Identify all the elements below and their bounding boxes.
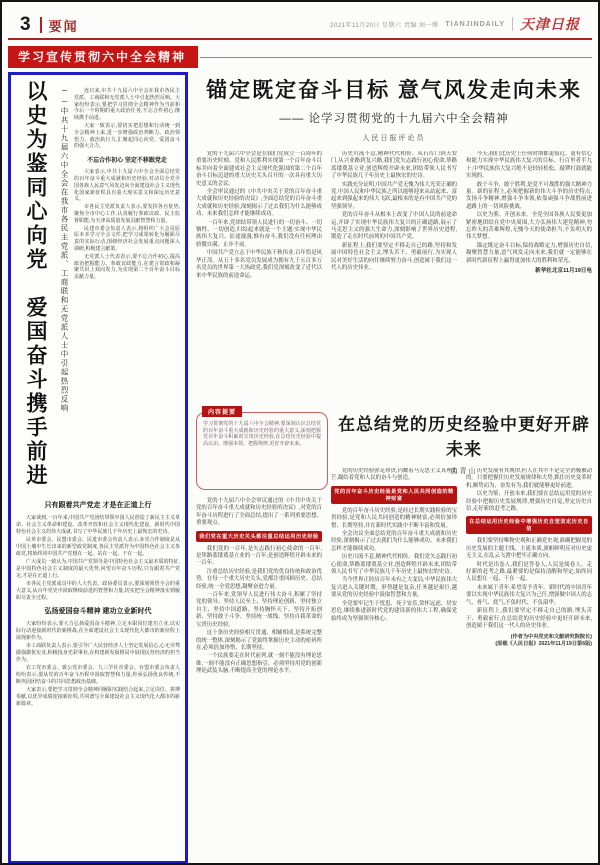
summary-box [196,410,328,490]
section-subhead-band-1: 我们党在重大历史关头都注重总结运用历史经验 [196,531,322,542]
campaign-banner: 学习宣传贯彻六中全会精神 [8,46,198,68]
left-article-bottom [16,496,180,857]
section-subhead-band-3: 在总结运用历史经验中增强历史自觉坚定历史自信 [466,516,592,534]
left-article-intro: 连日来,中共十九届六中全会在我市各民主党派、工商联和无党派人士中引起热烈反响。大家纷纷表示,要把学习贯彻全会精神作为当前和今后一个时期的重大政治任务,不忘合作初心,继续携手前进。 大家一致表示,要切实把思想和行动统一到全会精神上来,进一步增强政治判断力、政治领悟力、政治执行力,汇聚起同心向党、爱国奋斗的强大合力。 [74,88,180,150]
left-article-subhead-1: 不忘合作初心 坚定不移跟党走 [87,158,167,165]
masthead-english: TIANJINDAILY [445,20,505,28]
lead-article-column-3-text: 今天,我们比历史上任何时期都更接近、更有信心和能力实现中华民族伟大复兴的目标。行百里者半九十,中华民族伟大复兴绝不是轻轻松松、敲锣打鼓就能实现的。 敢于斗争、敢于胜利,是党不可战胜的强大精神力量。新的征程上,必须把握新的伟大斗争的历史特点,发扬斗争精神,增强斗争本领,依靠顽强斗争战胜前进道路上的一切风险挑战。 以史为鉴、开创未来。全党全国各族人民要更加紧密地团结在党中央周围,大力弘扬伟大建党精神,勿忘昨天的苦难辉煌,无愧今天的使命担当,不负明天的伟大梦想。 锚定既定奋斗目标,保持战略定力,增强历史自信,凝聚智慧力量,意气风发走向未来,我们就一定能够在新时代新征程上赢得更加伟大的胜利和荣光。 [466,151,592,264]
section-subhead-band-2: 党的百年奋斗历史经验是党和人民共同创造的精神财富 [331,486,457,504]
author-footnote-line-1: (作者为中央党史和文献研究院院长) [510,634,592,641]
lead-article-headline: 锚定既定奋斗目标 意气风发走向未来 [206,79,582,102]
column-1-text: 我们党的一百年,是矢志践行初心使命的一百年,是筚路蓝缕奠基立业的一百年,是创造辉煌开辟未来的一百年。 注重总结历史经验,是我们党的优良传统和政治优势。在每一个重大历史关头,党都注重回顾历史、总结经验,统一全党思想,凝聚奋进力量。 一百年来,党领导人民进行伟大奋斗,积累了坚持党的领导、坚持人民至上、坚持理论创新、坚持独立自主、坚持中国道路、坚持胸怀天下、坚持开拓创新、坚持敢于斗争、坚持统一战线、坚持自我革命的宝贵历史经验。 这十条历史经验相互贯通、相辅相成,是系统完整的统一整体,深刻揭示了党始终掌握历史主动的密码所在,必须倍加珍惜、长期坚持。 一个民族要走在时代前列,就一刻不能没有理论思维,一刻不能没有正确思想指引。必须坚持用党的创新理论武装头脑,不断提高全党的理论水平。 [196,545,322,675]
column-2-intro: 党的历史经验弥足珍贵,闪耀着马克思主义真理光芒,凝结着党和人民的奋斗与创造。 [331,468,457,482]
lead-article-subtitle: —— 论学习贯彻党的十九届六中全会精神 [279,113,509,125]
left-article-subhead-3: 弘扬爱国奋斗精神 建功立业新时代 [44,608,152,615]
banner-rule [200,57,592,58]
dateline: 2021年11月20日 星期六 责编:刘一博 [330,22,439,29]
page-content [8,72,592,864]
lead-article [196,72,592,400]
lead-article-column-2: 历史川流不息,精神代代相传。从石库门到天安门,从兴业路到复兴路,我们党矢志践行初心使命,筚路蓝缕奠基立业,创造辉煌开辟未来,团结带领人民书写了中华民族几千年历史上最恢宏的史诗。 实践充分证明,中国共产党无愧为伟大光荣正确的党,中国人民和中华民族之所以能够迎来从站起来、富起来到强起来的伟大飞跃,最根本的是有中国共产党的坚强领导。 党的百年奋斗从根本上改变了中国人民的前途命运,开辟了实现中华民族伟大复兴的正确道路,展示了马克思主义的强大生命力,深刻影响了世界历史进程,锻造了走在时代前列的中国共产党。 新征程上,我们要坚定不移走自己的路,坚持和发展中国特色社会主义,埋头苦干、勇毅前行,为实现人民对美好生活的向往继续努力奋斗,创造属于我们这一代人的历史伟业。 [331,151,457,272]
left-article-top [16,80,180,490]
second-article-headline: 在总结党的历史经验中更好开辟未来 [338,415,590,459]
lead-article-byline: 人民日报评论员 [362,135,426,142]
second-article-column-3 [466,468,592,863]
author-footnote [466,634,592,648]
wire-credit: 新华社北京11月19日电 [535,268,592,275]
header-divider [40,17,42,33]
left-article-headline: 以史为鉴同心向党 爱国奋斗携手前进 [24,80,47,488]
masthead-divider [512,17,513,31]
lead-article-column-1: 党的十九届六中全会是在我们党成立一百周年的重要历史时刻、党和人民胜利实现第一个百年奋斗目标并向着全面建成社会主义现代化强国的第二个百年奋斗目标迈进的重大历史关头召开的一次具有重大历史意义的会议。 全会审议通过的《中共中央关于党的百年奋斗重大成就和历史经验的决议》,全面总结党的百年奋斗重大成就和历史经验,深刻揭示了过去我们为什么能够成功、未来我们怎样才能继续成功。 一百年来,党团结带领人民进行的一切奋斗、一切牺牲、一切创造,归结起来就是一个主题:实现中华民族伟大复兴。征途漫漫,惟有奋斗,我们没有任何理由骄傲自满、止步不前。 中国共产党立志于中华民族千秋伟业,百年恰是风华正茂。从五十多名党员发展成为拥有九千五百多万名党员的世界第一大执政党,我们党深刻改变了近代以来中华民族的前途命运。 [196,151,322,279]
left-article-subtitle: ──中共十九届六中全会在我市各民主党派、工商联和无党派人士中引起热烈反响 [60,86,69,413]
second-article-column-2 [331,468,457,863]
left-article-text: 大家纷纷表示,要大力弘扬爱国奋斗精神,立足本职岗位建功立业,以实际行动迎接新时代的新挑战,在全面建设社会主义现代化大都市的新征程上展现新作为。 市工商联负责人表示,要引导广大民营经济人士坚定发展信心,心无旁骛做强做优实业,积极投身光彩事业,在构建新发展格局中展现民营经济的担当作为。 农工党市委会、致公党市委会、九三学社市委会、台盟市委会负责人纷纷表示,要从党的百年奋斗历程中汲取智慧和力量,传承弘扬优良传统,不断巩固团结奋斗的共同思想政治基础。 大家表示,要把学习贯彻全会精神同履职实践结合起来,立足岗位、拼搏奉献,以优异成绩迎接新征程,共同谱写全面建设社会主义现代化大都市的崭新篇章。 [16,621,180,707]
second-article-column-1 [196,468,322,863]
second-article-byline: 曲青山 [450,468,478,475]
second-article [196,406,592,864]
lead-article-column-3 [466,151,592,400]
column-1-intro: 党的十九届六中全会审议通过的《中共中央关于党的百年奋斗重大成就和历史经验的决议》,对党的百年奋斗历程进行了全面总结,提出了一系列重要思想、重要观点。 [196,498,322,527]
page-header [6,8,594,38]
left-article-subhead-2: 只有跟着共产党走 才是在正道上行 [44,502,152,509]
second-article-body [196,468,592,863]
left-article-top-column [74,80,180,490]
main-column [196,72,592,864]
author-footnote-line-2: (原载《人民日报》2021年11月19日第6版) [495,641,592,648]
masthead-logo: 天津日报 [520,18,580,33]
header-right [330,14,580,34]
section-title: 要闻 [48,18,79,34]
summary-tag: 内容提要 [202,406,242,417]
left-article-highlighted [8,72,188,864]
page-number: 3 [20,14,31,35]
summary-text: 学习贯彻党的十九届六中全会精神,要深刻认识总结党的百年奋斗重大成就和历史经验的重大意义,深刻把握党百年奋斗积累的宝贵历史经验,在总结历史经验中提高认识、增强本领、把握规律,更好开辟未来。 [196,412,328,490]
left-article-text: 大家谈到,一百年来,中国共产党团结带领中国人民创造了新民主主义革命、社会主义革命和建设、改革开放和社会主义现代化建设、新时代中国特色社会主义的伟大成就,书写了中华民族几千年历史上最恢宏的史诗。 民革市委会、民盟市委会、民进市委会负责人表示,多党合作制度是从中国土壤中生长出来的新型政党制度,各民主党派作为中国特色社会主义参政党,将始终同中国共产党想在一起、站在一起、干在一起。 广大成员一致认为,中国共产党领导是中国特色社会主义最本质的特征,是中国特色社会主义制度的最大优势,回望百年奋斗历程,只有跟着共产党走,才是在正道上行。 市各民主党派成员中的人大代表、政协委员表示,要深刻领悟全会的重大意义,从百年党史中汲取继续前进的智慧和力量,切实把全会精神落实到履职尽责全过程。 [16,515,180,601]
second-article-head [336,410,592,475]
column-3-text: 我们要坚持唯物史观和正确党史观,准确把握党的历史发展的主题主线、主流本质,旗帜鲜明反对历史虚无主义,在乱云飞渡中把牢正确方向。 时代是出卷人,我们是答卷人,人民是阅卷人。走好新的赶考之路,最紧要的是保持清醒和坚定,始终同人民想在一起、干在一起。 未来属于青年,希望寄予青年。新时代的中国青年要以实现中华民族伟大复兴为己任,增强做中国人的志气、骨气、底气,不负时代、不负韶华。 新征程上,我们要坚定不移走自己的路,埋头苦干、勇毅前行,在总结党的历史经验中更好开辟未来,创造属于我们这一代人的历史伟业。 [466,538,592,629]
lead-article-body [196,151,592,400]
header-rule [8,38,592,40]
left-article-text: 大家表示,中共十九届六中全会全面总结党的百年奋斗重大成就和历史经验,对动员全党全国各族人民意气风发迈向全面建设社会主义现代化国家新征程具有重大现实意义和深远历史意义。 市各民主党派负责人表示,要发挥各自优势,聚焦全市中心工作,认真履行参政议政、民主监督职能,为天津高质量发展贡献智慧和力量。 民建市委会负责人表示,将组织广大会员原原本本学习全会文件,把学习成果转化为履职尽责的实际行动,围绕经济社会发展重点问题深入调研,积极建言献策。 无党派人士代表表示,要不忘合作初心,提高政治把握能力、参政议政能力,在建言资政和凝聚共识上双向发力,为实现第二个百年奋斗目标贡献力量。 [74,169,180,281]
column-2-text: 党的百年奋斗历史经验,是经过长期实践检验的宝贵经验,是党和人民共同创造的精神财富,必须倍加珍惜、长期坚持,并在新时代实践中不断丰富和发展。 全会决议全面总结党的百年奋斗重大成就和历史经验,深刻揭示了过去我们为什么能够成功、未来我们怎样才能继续成功。 历史川流不息,精神代代相传。我们党矢志践行初心使命,筚路蓝缕奠基立业,创造辉煌开辟未来,团结带领人民书写了中华民族几千年历史上最恢宏的史诗。 当今世界正经历百年未有之大变局,中华民族伟大复兴进入关键时期。形势越是复杂,任务越是艰巨,越要从党的历史经验中汲取智慧和力量。 全党要牢记生于忧患、死于安乐,常怀远虑、居安思危,继续推进新时代党的建设新的伟大工程,确保党始终成为坚强领导核心。 [331,507,457,622]
column-3-intro: 历史发展有其规律,但人在其中不是完全消极被动的。只要把握住历史发展规律和大势,抓住历史变革时机,顺势而为、奋发有为,我们就能够更好前进。 以史为鉴、开创未来,我们要在总结运用党的历史经验中把握历史发展规律,增强历史自觉,坚定历史自信,走好新的赶考之路。 [466,468,592,513]
campaign-banner-row [8,48,592,66]
